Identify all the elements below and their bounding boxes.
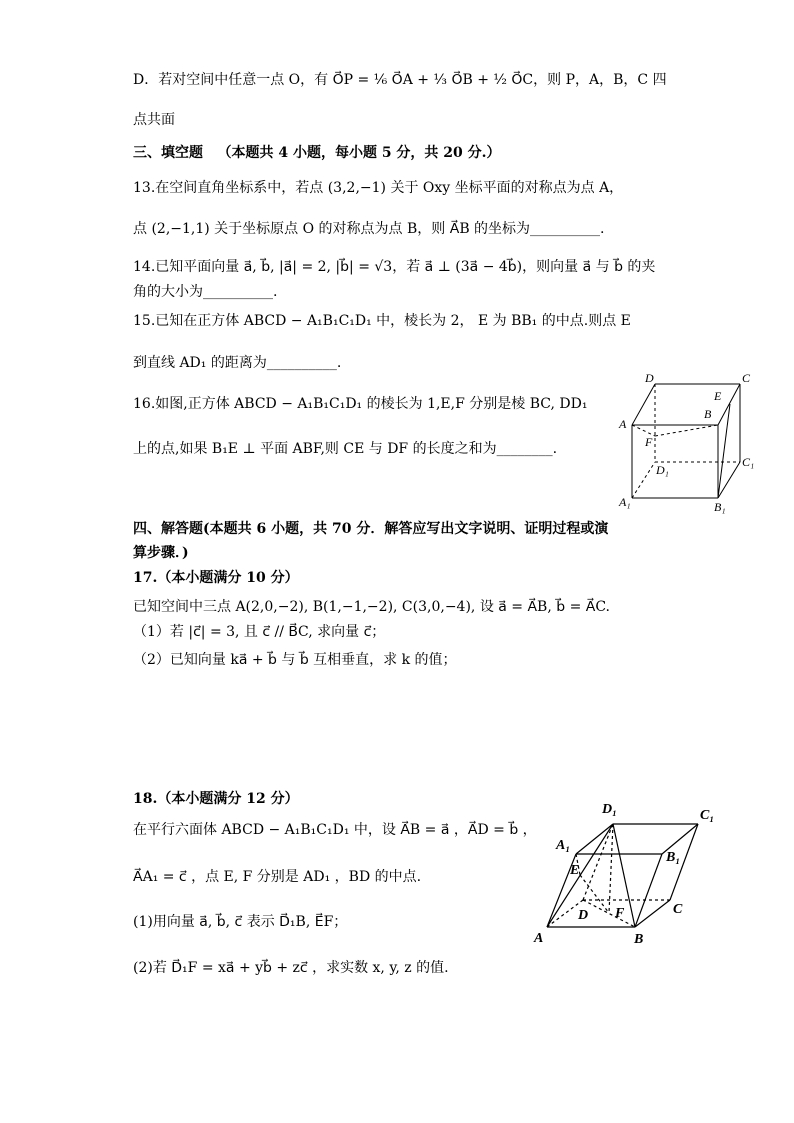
- q18-part2: (2)若 D⃗₁F = xa⃗ + yb⃗ + zc⃗ ，求实数 x, y, z 的值.: [133, 960, 449, 976]
- q15-line1: 15.已知在正方体 ABCD − A₁B₁C₁D₁ 中，棱长为 2， E 为 BB₁ 的中点.则点 E: [133, 313, 631, 329]
- label-B1: B₁: [666, 850, 681, 865]
- label-F: F: [615, 906, 625, 921]
- edge-B1C1: [718, 462, 740, 498]
- label-B: B: [634, 932, 644, 947]
- section-3-note: （本题共 4 小题，每小题 5 分，共 20 分.）: [217, 145, 501, 161]
- q16-line2: 上的点,如果 B₁E ⊥ 平面 ABF,则 CE 与 DF 的长度之和为________.: [133, 441, 558, 457]
- label-D1: D₁: [656, 463, 669, 477]
- q18-parallelepiped-figure: [530, 797, 730, 947]
- label-D: D: [578, 908, 589, 923]
- q18-title: 18.（本小题满分 12 分）: [133, 791, 299, 807]
- q13-line2: 点 (2,−1,1) 关于坐标原点 O 的对称点为点 B，则 A⃗B 的坐标为__________.: [133, 221, 605, 237]
- edge-A1D1: [632, 462, 655, 498]
- label-D: D: [645, 371, 654, 385]
- section-3-heading: [133, 143, 501, 163]
- q12-option-d-line1: D．若对空间中任意一点 O，有 O⃗P = ¹⁄₆ O⃗A + ¹⁄₃ O⃗B + ¹⁄₂ O⃗C，则 P，A，B，C 四: [133, 72, 667, 88]
- q12-option-d-line2: 点共面: [133, 112, 175, 128]
- label-C1: C₁: [742, 455, 755, 469]
- q17-title: 17.（本小题满分 10 分）: [133, 570, 299, 586]
- q17-part1: （1）若 |c⃗| = 3, 且 c⃗ // B⃗C, 求向量 c⃗；: [133, 624, 386, 640]
- q14-line1: 14.已知平面向量 a⃗, b⃗, |a⃗| = 2, |b⃗| = √3，若 a⃗ ⊥ (3a⃗ − 4b⃗)，则向量 a⃗ 与 b⃗ 的夹: [133, 259, 656, 275]
- label-A1: A₁: [556, 838, 571, 853]
- label-C1: C₁: [700, 808, 715, 823]
- q18-part1: (1)用向量 a⃗, b⃗, c⃗ 表示 D⃗₁B, E⃗F；: [133, 914, 348, 930]
- q14-line2: 角的大小为__________.: [133, 284, 278, 300]
- q18-line2: A⃗A₁ = c⃗ ，点 E, F 分别是 AD₁ ，BD 的中点.: [133, 869, 422, 885]
- q15-line2: 到直线 AD₁ 的距离为__________.: [133, 355, 342, 371]
- label-A: A: [619, 417, 627, 431]
- segment-B1E: [718, 404, 730, 498]
- section-3-title: 三、填空题: [133, 145, 203, 161]
- q17-stem: 已知空间中三点 A(2,0,−2), B(1,−1,−2), C(3,0,−4), 设 a⃗ = A⃗B, b⃗ = A⃗C.: [133, 599, 611, 615]
- label-E: E: [714, 389, 722, 403]
- label-E: E: [570, 863, 580, 878]
- label-A1: A₁: [619, 495, 631, 509]
- q17-part2: （2）已知向量 ka⃗ + b⃗ 与 b⃗ 互相垂直，求 k 的值；: [133, 652, 457, 668]
- label-D1: D₁: [602, 802, 617, 817]
- label-A: A: [534, 931, 544, 946]
- q13-line1: 13.在空间直角坐标系中，若点 (3,2,−1) 关于 Oxy 坐标平面的对称点为点 A，: [133, 180, 624, 196]
- q16-cube-figure: [612, 370, 762, 515]
- label-C: C: [742, 371, 751, 385]
- label-F: F: [645, 435, 653, 449]
- section-4-heading-line2: 算步骤．): [133, 545, 189, 561]
- edge-AD: [632, 384, 655, 425]
- label-B: B: [704, 407, 712, 421]
- label-B1: B₁: [714, 500, 726, 514]
- section-4-heading-line1: 四、解答题(本题共 6 小题，共 70 分．解答应写出文字说明、证明过程或演: [133, 521, 609, 537]
- q18-line1: 在平行六面体 ABCD − A₁B₁C₁D₁ 中，设 A⃗B = a⃗ ，A⃗D = b⃗ ，: [133, 822, 537, 838]
- segment-FB: [655, 425, 718, 436]
- edge-A1D1: [576, 824, 613, 854]
- q16-line1: 16.如图,正方体 ABCD − A₁B₁C₁D₁ 的棱长为 1,E,F 分别是棱 BC, DD₁: [133, 396, 588, 412]
- label-C: C: [673, 902, 683, 917]
